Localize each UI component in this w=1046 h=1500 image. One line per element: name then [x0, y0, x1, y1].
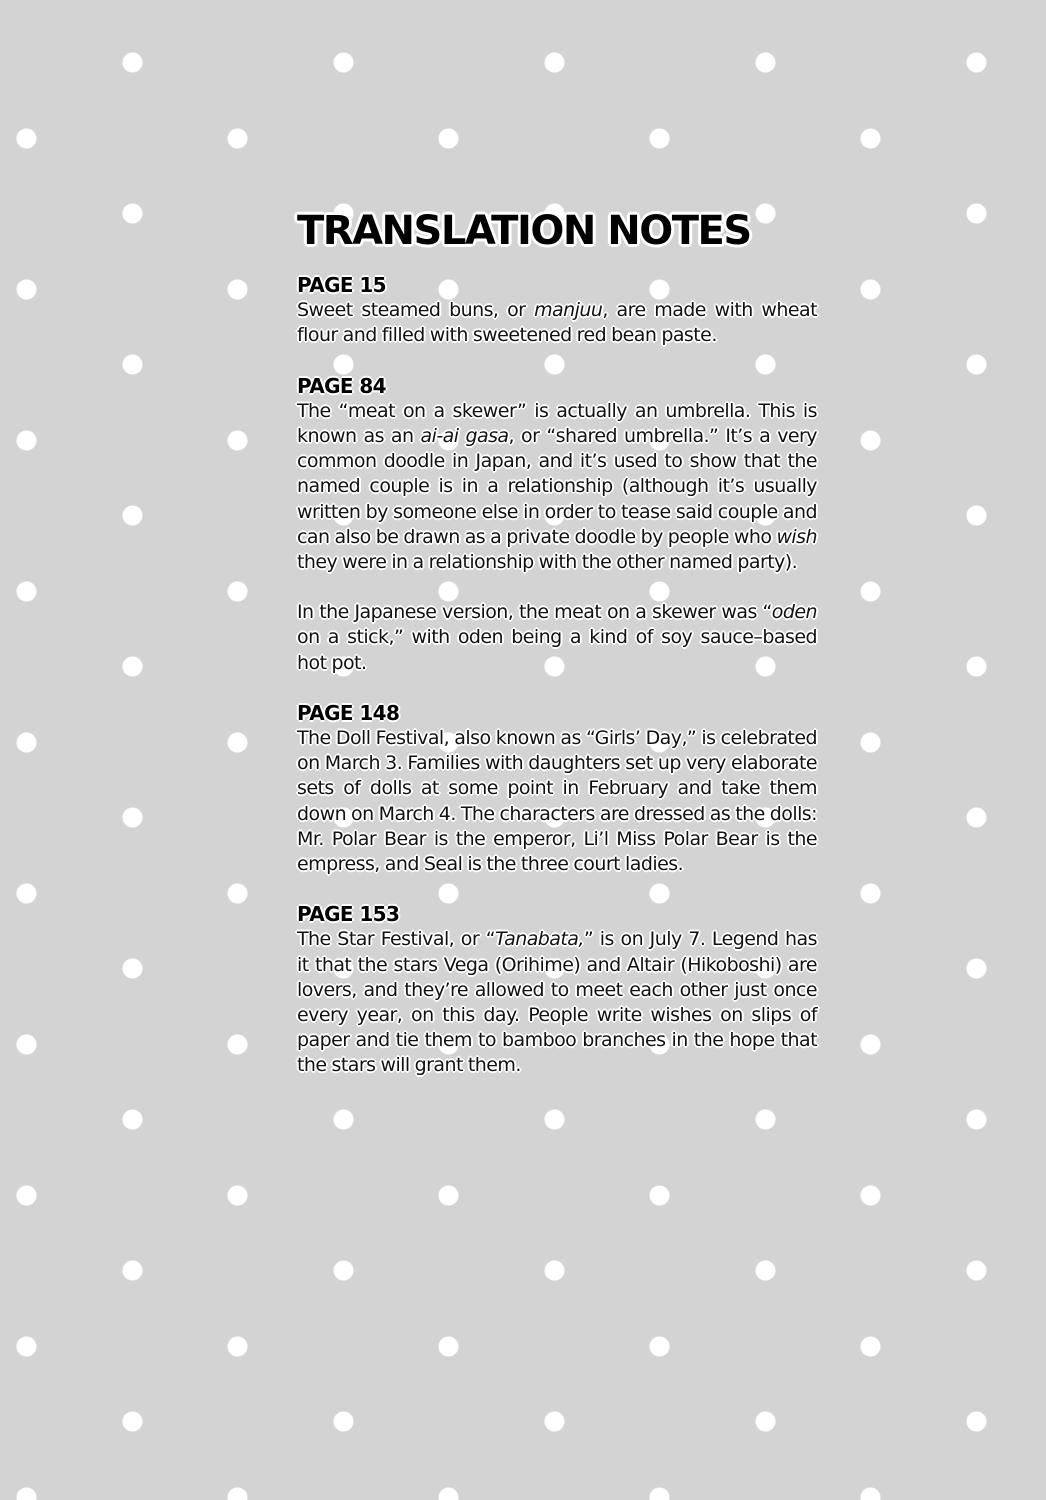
- note-section: [297, 902, 817, 1078]
- note-section: [297, 374, 817, 676]
- translation-notes-page: [297, 205, 817, 1104]
- notes-list: [297, 273, 817, 1079]
- italic-term: wish: [776, 525, 817, 548]
- note-paragraph: The “meat on a skewer” is actually an umbrella. This is known as an ai-ai gasa, or “shared umbrella.” It’s a very common doodle in Japan, and it’s used to show that the named couple is in a relationship (although it’s usually written by someone else in order to tease said couple and can also be drawn as a private doodle by people who wish they were in a relationship with the other named party).: [297, 399, 817, 574]
- note-heading: PAGE 153: [297, 902, 400, 927]
- note-paragraph: The Star Festival, or “Tanabata,” is on July 7. Legend has it that the stars Vega (Orihime) and Altair (Hikoboshi) are lovers, and they’re allowed to meet each other just once every year, on this day. People write wishes on slips of paper and tie them to bamboo branches in the hope that the stars will grant them.: [297, 928, 817, 1077]
- italic-term: ai-ai gasa: [420, 425, 509, 448]
- note-section: [297, 701, 817, 877]
- italic-term: oden: [771, 601, 817, 624]
- italic-term: manjuu: [534, 299, 603, 322]
- note-section: [297, 273, 817, 349]
- page-title: TRANSLATION NOTES: [297, 208, 751, 254]
- note-paragraph: The Doll Festival, also known as “Girls’ Day,” is celebrated on March 3. Families with daughters set up very elaborate sets of dolls at some point in February and take them down on March 4. The characters are dressed as the dolls: Mr. Polar Bear is the emperor, Li’l Miss Polar Bear is the empress, and Seal is the three court ladies.: [297, 727, 817, 876]
- note-paragraph: Sweet steamed buns, or manjuu, are made with wheat flour and filled with sweetened red bean paste.: [297, 299, 817, 347]
- note-paragraph: In the Japanese version, the meat on a skewer was “oden on a stick,” with oden being a kind of soy sauce–based hot pot.: [297, 601, 817, 674]
- note-heading: PAGE 148: [297, 700, 400, 725]
- italic-term: Tanabata,: [495, 928, 584, 951]
- note-heading: PAGE 84: [297, 373, 386, 398]
- note-heading: PAGE 15: [297, 273, 386, 297]
